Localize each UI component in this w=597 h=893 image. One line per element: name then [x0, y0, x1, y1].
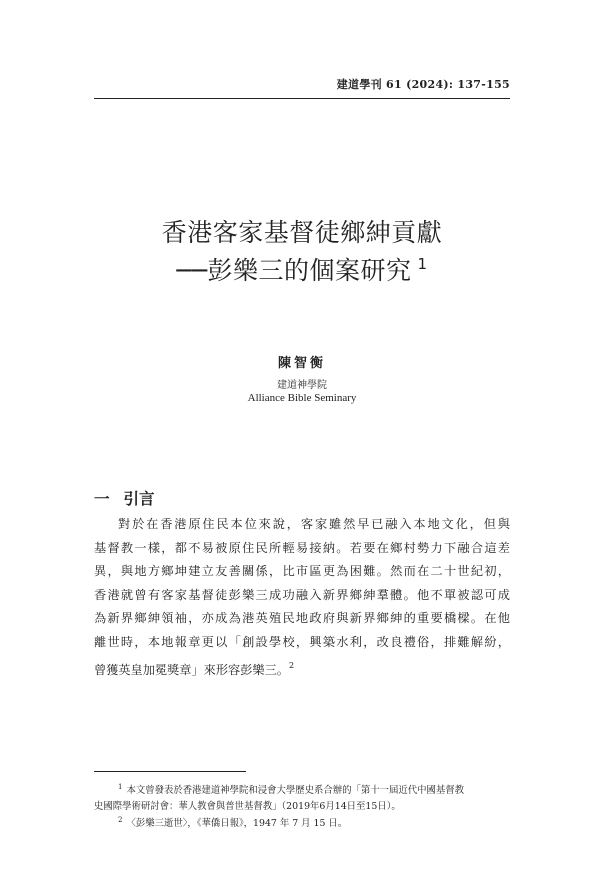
footnote-line [94, 812, 510, 832]
footnote-line [94, 779, 510, 799]
running-head: 建道學刊 61 (2024): 137-155 [336, 78, 510, 91]
title-line-2 [94, 251, 510, 287]
section-heading [94, 487, 155, 509]
affiliation-en: Alliance Bible Seminary [247, 392, 357, 404]
body-line: 異，與地方鄉坤建立友善關係，比市區更為困難。然而在二十世紀初， [94, 564, 510, 578]
footnote-text: 本文曾發表於香港建道神學院和浸會大學歷史系合辦的「第十一屆近代中國基督教 [126, 785, 464, 796]
body-line: 基督教一樣，都不易被原住民所輕易接納。若要在鄉村勢力下融合這差 [94, 540, 510, 555]
body-line: 香港就曾有客家基督徒彭樂三成功融入新界鄉紳羣體。他不單被認可成 [94, 587, 510, 602]
section-title: 引言 [123, 490, 155, 508]
affiliation-zh: 建道神學院 [277, 380, 327, 391]
header-rule [94, 98, 510, 99]
footnote-number: 1 [118, 783, 123, 791]
footnote-number: 2 [118, 816, 123, 824]
footnote-line: 史國際學術研討會：華人教會與普世基督教」（2019年6月14日至15日）。 [94, 801, 401, 812]
body-line-text: 曾獲英皇加冕獎章」來形容彭樂三。 [94, 663, 289, 677]
body-footnote-ref: 2 [289, 661, 295, 670]
footnote-2 [94, 812, 510, 832]
body-line: 為新界鄉紳領袖，亦成為港英殖民地政府與新界鄉紳的重要橋樑。在他 [94, 611, 510, 625]
footnote-rule [94, 771, 246, 772]
title-footnote-ref: 1 [417, 255, 428, 273]
section-number: 一 [94, 490, 110, 508]
title-line-1: 香港客家基督徒鄉紳貢獻 [161, 218, 443, 247]
subtitle-text: ──彭樂三的個案研究 [176, 256, 412, 285]
body-line: 對於在香港原住民本位來說，客家雖然早已融入本地文化，但與 [118, 517, 510, 531]
body-paragraph [94, 513, 510, 683]
footnote-1 [94, 779, 510, 815]
footnote-text: 〈彭樂三逝世〉，《華僑日報》，1947 年 7 月 15 日。 [126, 818, 348, 829]
author-name: 陳智衡 [277, 356, 326, 371]
body-line-last [94, 654, 510, 683]
body-line: 離世時，本地報章更以「創設學校，興築水利，改良禮俗，排難解紛， [94, 634, 510, 649]
